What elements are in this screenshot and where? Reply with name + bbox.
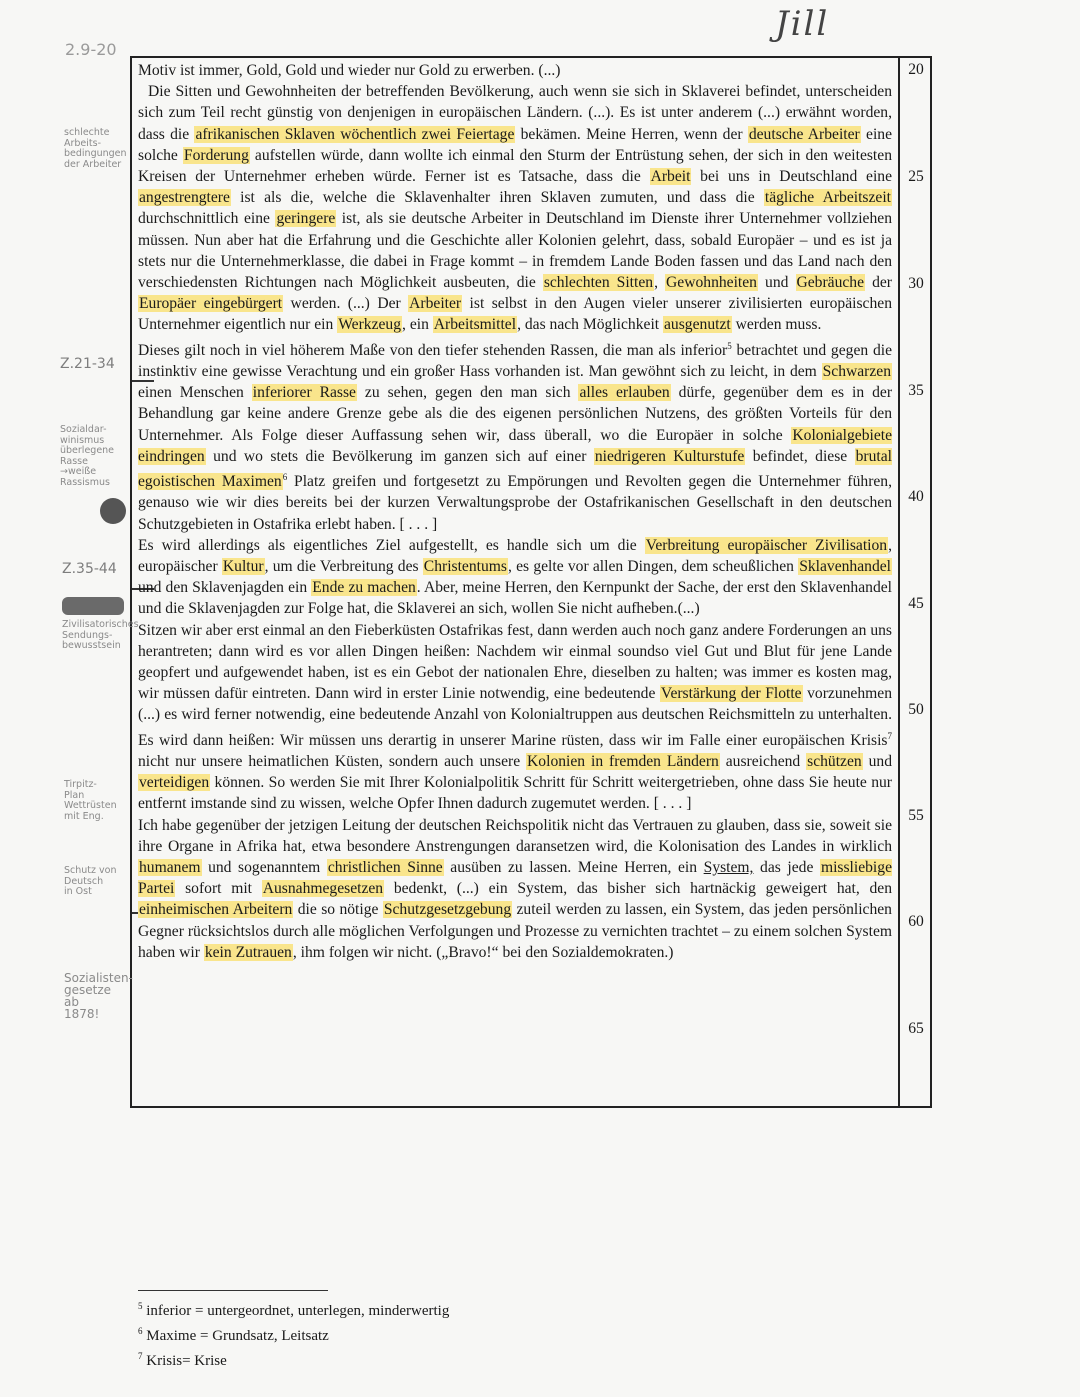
margin-note-working-conditions: schlechte Arbeits- bedingungen der Arbeiter [64, 127, 127, 170]
scribble-mark [62, 597, 124, 615]
footnote-rule [138, 1290, 328, 1291]
paragraph-4: Sitzen wir aber erst einmal an den Fieberküsten Ostafrikas fest, dann werden auch noch ganz andere Forderungen an uns herantreten; dann wird es vor allen Dingen heißen: Nachdem wir einmal soundso viel Gut und Blut für jene Lande geopfert und aufgewendet haben, ist es ein Gebot der nationalen Ehre, dieselben zu halten; was immer es kosten mag, wir müssen dafür eintreten. Dann wird in erster Linie notwendig, eine bedeutende Verstärkung der Flotte vorzunehmen (...) es wird ferner notwendig, eine bedeutende Anzahl von Kolonialtruppen aus deutschen Reichsmitteln zu unterhalten. Es wird dann heißen: Wir müssen uns derartig in unserer Marine rüsten, dass wir im Falle einer europäischen Krisis$^7$ nicht nur unsere heimatlichen Küsten, sondern auch unsere Kolonien in fremden Ländern ausreichend schützen und verteidigen können. So werden Sie mit Ihrer Kolonialpolitik Schritt für Schritt weitergetrieben, ohne dass Sie heute nur entfernt imstande sind zu wissen, welche Opfer Ihnen dadurch zugemutet werden. [ . . . ] [138, 621, 893, 813]
margin-note-socialist-laws: Sozialisten- gesetze ab 1878! [64, 971, 133, 1021]
line-number: 65 [908, 1020, 924, 1037]
footnote: $^5$ inferior = untergeordnet, unterlegen, minderwertig [138, 1301, 450, 1319]
margin-note-social-darwinism: Sozialdar- winismus überlegene Rasse →weiße Rassismus [60, 424, 115, 488]
line-number: 25 [908, 168, 924, 185]
line-number-column-divider [898, 56, 900, 1108]
paragraph-1: Motiv ist immer, Gold, Gold und wieder nur Gold zu erwerben. (...) Die Sitten und Gewohnheiten der betreffenden Bevölkerung, auch wenn sie sich in Sklaverei befindet, unterscheiden sich zum Teil recht günstig von denjenigen in europäischen Ländern. (...). Es ist unter anderem (...) erwähnt worden, dass die afrikanischen Sklaven wöchentlich zwei Feiertage bekämen. Meine Herren, wenn der deutsche Arbeiter eine solche Forderung aufstellen würde, dann wollte ich einmal den Sturm der Entrüstung sehen, der sich in den weitesten Kreisen der Unternehmer erheben würde. Ferner ist es Tatsache, dass die Arbeit bei uns in Deutschland eine angestrengtere ist als die, welche die Sklavenhalter ihren Sklaven zumuten, und dass die tägliche Arbeitszeit durchschnittlich eine geringere ist, als sie deutsche Arbeiter in Deutschland im Dienste ihrer Unternehmer vollziehen müssen. Nun aber hat die Erfahrung und die Geschichte aller Kolonien gelehrt, dass, sobald Europäer – und es ist ja stets nur die Unternehmerklasse, die dabei in Frage kommt – in fremdem Lande Boden fassen und das Land nach den verschiedensten Richtungen nach Möglichkeit ausbeuten, die schlechten Sitten, Gewohnheiten und Gebräuche der Europäer eingebürgert werden. (...) Der Arbeiter ist selbst in den Augen vieler unserer zivilisierten europäischen Unternehmer eigentlich nur ein Werkzeug, ein Arbeitsmittel, das nach Möglichkeit ausgenutzt werden muss. [138, 62, 893, 334]
paragraph-5: Ich habe gegenüber der jetzigen Leitung der deutschen Reichspolitik nicht das Vertrauen zu glauben, dass sie, soweit sie ihre Organe in Afrika hat, etwa besondere Anstrengungen daransetzen wird, die Kolonisation des Landes in wirklich humanem und sogenanntem christlichen Sinne ausüben zu lassen. Meine Herren, ein System, das jede missliebige Partei sofort mit Ausnahmegesetzen bedenkt, (...) ein System, das bisher sich hartnäckig geweigert hat, den einheimischen Arbeitern die so nötige Schutzgesetzgebung zuteil werden zu lassen, ein System, das jeden persönlichen Gegner rücksichtslos durch alle möglichen Verfolgungen und Prozesse zu vernichten trachtet – zu einem solchen System haben wir kein Zutrauen, ihm folgen wir nicht. („Bravo!“ bei den Sozialdemokraten.) [138, 816, 893, 961]
margin-note-protection-colonies: Schutz von Deutsch in Ost [64, 865, 117, 897]
source-text [138, 60, 892, 963]
line-number: 50 [908, 701, 924, 718]
footnote: $^6$ Maxime = Grundsatz, Leitsatz [138, 1326, 329, 1344]
margin-note-lines-35-44: Z.35-44 [62, 561, 117, 577]
line-number: 20 [908, 61, 924, 78]
line-number: 30 [908, 275, 924, 292]
date-note: 2.9-20 [65, 40, 117, 59]
line-number: 55 [908, 807, 924, 824]
line-number: 45 [908, 595, 924, 612]
student-name: Jill [775, 4, 830, 44]
line-number: 60 [908, 913, 924, 930]
paragraph-2: Dieses gilt noch in viel höherem Maße von den tiefer stehenden Rassen, die man als inferior$^5$ betrachtet und gegen die instinktiv eine gewisse Verachtung und ein großer Hass vorhanden ist. Man gewöhnt sich zu leicht, in dem Schwarzen einen Menschen inferiorer Rasse zu sehen, gegen den man sich alles erlauben dürfe, gegenüber dem es in der Behandlung gar keine andere Grenze gebe als die des eigenen persönlichen Nutzens, des größten Vorteils für den Unternehmer. Als Folge dieser Auffassung sehen wir, dass überall, wo die Europäer in solche Kolonialgebiete eindringen und wo stets die Bevölkerung im ganzen sich auf einer niedrigeren Kulturstufe befindet, diese brutal egoistischen Maximen$^6$ Platz greifen und fortgesetzt zu Empörungen und Revolten gegen die Unternehmer führen, genauso wie wir dies bereits bei der kurzen Verwaltungsprobe der Ostafrikanischen Gesellschaft in den deutschen Schutzgebieten in Ostafrika erlebt haben. [ . . . ] [138, 340, 893, 533]
ink-blot [100, 498, 126, 524]
paragraph-3: Es wird allerdings als eigentliches Ziel aufgestellt, es handle sich um die Verbreitung europäischer Zivilisation, europäischer Kultur, um die Verbreitung des Christentums, es gelte vor allen Dingen, dem scheußlichen Sklavenhandel und den Sklavenjagden ein Ende zu machen. Aber, meine Herren, den Kernpunkt der Sache, der erst den Sklavenhandel und die Sklavenjagden zur Folge hat, die Sklaverei an sich, wollen Sie nicht aufheben.(...) [138, 536, 892, 618]
margin-note-lines-21-34: Z.21-34 [60, 356, 115, 372]
line-number: 40 [908, 488, 924, 505]
margin-note-tirpitz-plan: Tirpitz- Plan Wettrüsten mit Eng. [64, 779, 117, 822]
margin-note-civilizing-mission: Zivilisatorisches Sendungs- bewusstsein [62, 619, 139, 651]
line-number: 35 [908, 382, 924, 399]
footnote: $^7$ Krisis= Krise [138, 1351, 227, 1369]
footnotes [138, 1296, 449, 1371]
